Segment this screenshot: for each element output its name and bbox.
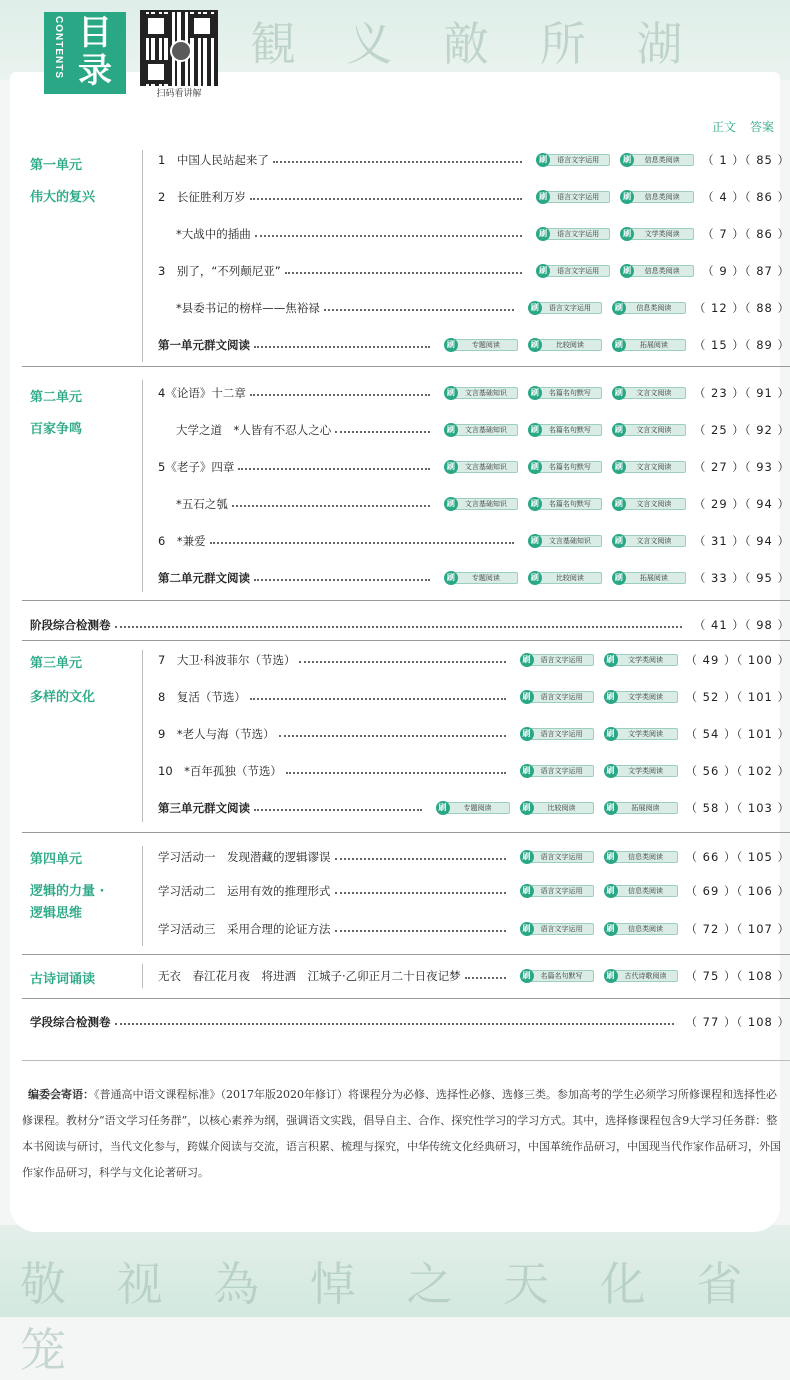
practice-tag-label: 名篇名句默写 — [536, 424, 602, 436]
practice-brush-icon: 刷 — [604, 690, 618, 704]
practice-brush-icon: 刷 — [604, 653, 618, 667]
unit-divider-line — [142, 380, 143, 592]
page-numbers: （ 41 ）（ 98 ） — [693, 618, 790, 632]
practice-tag-label: 名篇名句默写 — [536, 498, 602, 510]
toc-row[interactable] — [158, 882, 790, 900]
page-numbers: （ 15 ）（ 89 ） — [693, 338, 790, 352]
unit-title: 逻辑思维 — [30, 906, 83, 921]
practice-tag-label: 语言文字运用 — [544, 228, 610, 240]
practice-tag[interactable] — [612, 301, 686, 315]
practice-tag[interactable] — [444, 460, 518, 474]
dot-leader — [238, 468, 430, 470]
practice-tag[interactable] — [612, 423, 686, 437]
toc-row-title: 学习活动二 运用有效的推理形式 — [158, 884, 331, 898]
practice-tag-label: 比较阅读 — [536, 339, 602, 351]
practice-tag[interactable] — [436, 801, 510, 815]
practice-tag-label: 拓展阅读 — [612, 802, 678, 814]
unit-divider-line — [142, 650, 143, 822]
toc-row[interactable] — [30, 616, 790, 634]
practice-tag-label: 文言基础知识 — [452, 461, 518, 473]
practice-brush-icon: 刷 — [612, 386, 626, 400]
dot-leader — [250, 698, 506, 700]
practice-tag[interactable] — [536, 227, 610, 241]
practice-brush-icon: 刷 — [528, 571, 542, 585]
unit-label: 第三单元 — [30, 656, 83, 671]
practice-brush-icon: 刷 — [520, 801, 534, 815]
contents-title-en: CONTENTS — [53, 16, 64, 79]
practice-tag[interactable] — [528, 423, 602, 437]
practice-brush-icon: 刷 — [536, 264, 550, 278]
dot-leader — [115, 1023, 674, 1025]
practice-brush-icon: 刷 — [604, 969, 618, 983]
practice-brush-icon: 刷 — [612, 534, 626, 548]
practice-tag-label: 专题阅读 — [444, 802, 510, 814]
toc-row[interactable] — [158, 151, 790, 169]
practice-brush-icon: 刷 — [436, 801, 450, 815]
section-rule — [22, 600, 790, 601]
practice-tag-label: 文学类阅读 — [628, 228, 694, 240]
practice-tag-label: 拓展阅读 — [620, 339, 686, 351]
practice-brush-icon: 刷 — [604, 884, 618, 898]
practice-tag-label: 文言基础知识 — [536, 535, 602, 547]
practice-tag-label: 语言文字运用 — [544, 191, 610, 203]
practice-tag-label: 信息类阅读 — [612, 923, 678, 935]
dot-leader — [250, 198, 522, 200]
practice-tag[interactable] — [620, 153, 694, 167]
practice-brush-icon: 刷 — [528, 534, 542, 548]
unit-divider-line — [142, 150, 143, 362]
unit-divider-line — [142, 964, 143, 988]
practice-tag[interactable] — [604, 850, 678, 864]
editor-note — [22, 1082, 782, 1186]
practice-tag-label: 语言文字运用 — [528, 765, 594, 777]
practice-brush-icon: 刷 — [520, 727, 534, 741]
practice-brush-icon: 刷 — [612, 423, 626, 437]
page-numbers: （ 7 ）（ 86 ） — [702, 227, 790, 241]
unit-label: 第一单元 — [30, 158, 83, 173]
section-rule — [22, 954, 790, 955]
toc-row-title: 学习活动一 发现潜藏的逻辑谬误 — [158, 850, 331, 864]
practice-tag-label: 语言文字运用 — [528, 885, 594, 897]
practice-brush-icon: 刷 — [536, 153, 550, 167]
practice-brush-icon: 刷 — [444, 497, 458, 511]
practice-tag[interactable] — [612, 534, 686, 548]
toc-row-title: *五石之瓠 — [176, 497, 228, 511]
practice-brush-icon: 刷 — [620, 190, 634, 204]
practice-tag[interactable] — [520, 764, 594, 778]
practice-tag[interactable] — [528, 338, 602, 352]
practice-brush-icon: 刷 — [520, 653, 534, 667]
toc-row-title: 阶段综合检测卷 — [30, 618, 111, 632]
unit-label: 第四单元 — [30, 852, 83, 867]
toc-row[interactable] — [158, 299, 790, 317]
practice-tag[interactable] — [620, 264, 694, 278]
dot-leader — [273, 161, 522, 163]
unit-label: 古诗词诵读 — [30, 972, 96, 987]
practice-tag[interactable] — [528, 534, 602, 548]
page-numbers: （ 75 ）（ 108 ） — [685, 969, 790, 983]
practice-tag[interactable] — [604, 764, 678, 778]
practice-tag-label: 信息类阅读 — [628, 154, 694, 166]
section-rule — [22, 1060, 790, 1061]
unit-title: 百家争鸣 — [30, 422, 83, 437]
page-numbers: （ 9 ）（ 87 ） — [702, 264, 790, 278]
page-numbers: （ 23 ）（ 91 ） — [693, 386, 790, 400]
toc-row-title: 无衣 春江花月夜 将进酒 江城子·乙卯正月二十日夜记梦 — [158, 969, 461, 983]
page-numbers: （ 77 ）（ 108 ） — [685, 1015, 790, 1029]
practice-brush-icon: 刷 — [604, 801, 618, 815]
practice-tag[interactable] — [612, 386, 686, 400]
calligraphy-decor: 観 义 敵 所 湖 — [250, 17, 701, 71]
qr-label: 扫码看讲解 — [140, 86, 218, 99]
page-numbers: （ 31 ）（ 94 ） — [693, 534, 790, 548]
toc-row[interactable] — [158, 569, 790, 587]
toc-row[interactable] — [158, 848, 790, 866]
unit-title: 伟大的复兴 — [30, 190, 96, 205]
contents-title-cn: 目录 — [78, 13, 112, 91]
practice-brush-icon: 刷 — [604, 850, 618, 864]
toc-row-title: 第一单元群文阅读 — [158, 338, 250, 352]
practice-tag-label: 语言文字运用 — [544, 154, 610, 166]
dot-leader — [254, 346, 430, 348]
toc-row-title: 7 大卫·科波菲尔（节选） — [158, 653, 296, 667]
practice-tag-label: 文言文阅读 — [620, 498, 686, 510]
dot-leader — [254, 809, 422, 811]
practice-brush-icon: 刷 — [604, 727, 618, 741]
unit-title: 逻辑的力量 · — [30, 884, 105, 899]
toc-row[interactable] — [158, 967, 790, 985]
practice-tag-label: 名篇名句默写 — [536, 387, 602, 399]
dot-leader — [115, 626, 682, 628]
page-numbers: （ 52 ）（ 101 ） — [685, 690, 790, 704]
practice-brush-icon: 刷 — [612, 460, 626, 474]
practice-tag[interactable] — [520, 922, 594, 936]
practice-brush-icon: 刷 — [520, 922, 534, 936]
practice-brush-icon: 刷 — [528, 386, 542, 400]
practice-tag-label: 信息类阅读 — [612, 885, 678, 897]
toc-row[interactable] — [158, 262, 790, 280]
unit-label: 第二单元 — [30, 390, 83, 405]
practice-tag[interactable] — [444, 497, 518, 511]
column-headers — [698, 118, 774, 135]
practice-tag-label: 语言文字运用 — [544, 265, 610, 277]
practice-brush-icon: 刷 — [444, 386, 458, 400]
practice-brush-icon: 刷 — [528, 338, 542, 352]
page-numbers: （ 1 ）（ 85 ） — [702, 153, 790, 167]
practice-tag-label: 语言文字运用 — [528, 728, 594, 740]
unit-divider-line — [142, 846, 143, 946]
toc-row-title: 5《老子》四章 — [158, 460, 235, 474]
practice-brush-icon: 刷 — [444, 571, 458, 585]
page-numbers: （ 27 ）（ 93 ） — [693, 460, 790, 474]
practice-brush-icon: 刷 — [528, 460, 542, 474]
practice-tag[interactable] — [604, 690, 678, 704]
practice-tag-label: 语言文字运用 — [536, 302, 602, 314]
dot-leader — [279, 735, 506, 737]
practice-tag-label: 比较阅读 — [536, 572, 602, 584]
calligraphy-decor: 敬 视 為 悼 之 天 化 省 笼 — [20, 1257, 761, 1377]
practice-tag[interactable] — [604, 969, 678, 983]
page-numbers: （ 56 ）（ 102 ） — [685, 764, 790, 778]
practice-tag-label: 信息类阅读 — [628, 265, 694, 277]
practice-tag[interactable] — [520, 690, 594, 704]
page-numbers: （ 33 ）（ 95 ） — [693, 571, 790, 585]
toc-row[interactable] — [158, 725, 790, 743]
page-numbers: （ 4 ）（ 86 ） — [702, 190, 790, 204]
section-rule — [22, 998, 790, 999]
toc-row-title: 学习活动三 采用合理的论证方法 — [158, 922, 331, 936]
dot-leader — [286, 772, 506, 774]
practice-tag[interactable] — [520, 801, 594, 815]
practice-tag-label: 文言基础知识 — [452, 424, 518, 436]
toc-row[interactable] — [30, 1013, 790, 1031]
dot-leader — [335, 930, 506, 932]
toc-row-title: 学段综合检测卷 — [30, 1015, 111, 1029]
practice-brush-icon: 刷 — [620, 153, 634, 167]
practice-tag-label: 语言文字运用 — [528, 923, 594, 935]
toc-row[interactable] — [158, 421, 790, 439]
practice-tag-label: 文言文阅读 — [620, 461, 686, 473]
dot-leader — [324, 309, 514, 311]
page-numbers: （ 25 ）（ 92 ） — [693, 423, 790, 437]
practice-tag[interactable] — [520, 884, 594, 898]
practice-brush-icon: 刷 — [520, 884, 534, 898]
toc-row[interactable] — [158, 799, 790, 817]
toc-row-title: 8 复活（节选） — [158, 690, 246, 704]
contents-title-badge — [44, 12, 126, 94]
dot-leader — [232, 505, 430, 507]
dot-leader — [250, 394, 430, 396]
practice-brush-icon: 刷 — [520, 764, 534, 778]
col-main-text: 正文 — [711, 120, 736, 134]
practice-tag[interactable] — [612, 571, 686, 585]
page-numbers: （ 49 ）（ 100 ） — [685, 653, 790, 667]
editor-note-label: 编委会寄语： — [28, 1088, 94, 1101]
practice-tag[interactable] — [612, 338, 686, 352]
dot-leader — [299, 661, 505, 663]
dot-leader — [335, 858, 506, 860]
practice-tag-label: 语言文字运用 — [528, 654, 594, 666]
practice-brush-icon: 刷 — [612, 497, 626, 511]
practice-tag[interactable] — [604, 884, 678, 898]
practice-tag-label: 拓展阅读 — [620, 572, 686, 584]
dot-leader — [335, 431, 430, 433]
toc-row[interactable] — [158, 495, 790, 513]
practice-tag[interactable] — [528, 571, 602, 585]
dot-leader — [255, 235, 522, 237]
practice-brush-icon: 刷 — [620, 264, 634, 278]
qr-code-icon[interactable] — [140, 10, 218, 88]
practice-tag[interactable] — [612, 497, 686, 511]
practice-brush-icon: 刷 — [620, 227, 634, 241]
dot-leader — [254, 579, 430, 581]
page-numbers: （ 12 ）（ 88 ） — [693, 301, 790, 315]
dot-leader — [335, 892, 506, 894]
toc-row-title: 1 中国人民站起来了 — [158, 153, 269, 167]
page-numbers: （ 29 ）（ 94 ） — [693, 497, 790, 511]
section-rule — [22, 832, 790, 833]
col-answer: 答案 — [749, 120, 774, 134]
practice-tag[interactable] — [520, 653, 594, 667]
practice-tag[interactable] — [528, 386, 602, 400]
practice-tag[interactable] — [520, 850, 594, 864]
toc-row[interactable] — [158, 920, 790, 938]
toc-row-title: 2 长征胜利万岁 — [158, 190, 246, 204]
practice-tag[interactable] — [520, 727, 594, 741]
practice-tag[interactable] — [520, 969, 594, 983]
section-rule — [22, 640, 790, 641]
practice-brush-icon: 刷 — [604, 922, 618, 936]
practice-brush-icon: 刷 — [444, 338, 458, 352]
practice-tag-label: 文学类阅读 — [612, 691, 678, 703]
practice-tag-label: 信息类阅读 — [628, 191, 694, 203]
practice-brush-icon: 刷 — [444, 460, 458, 474]
toc-row[interactable] — [158, 651, 790, 669]
toc-row-title: 10 *百年孤独（节选） — [158, 764, 282, 778]
practice-tag[interactable] — [444, 571, 518, 585]
unit-title: 多样的文化 — [30, 690, 96, 705]
practice-brush-icon: 刷 — [528, 423, 542, 437]
practice-brush-icon: 刷 — [520, 690, 534, 704]
practice-tag-label: 专题阅读 — [452, 572, 518, 584]
toc-row-title: 第二单元群文阅读 — [158, 571, 250, 585]
toc-row-title: 3 别了，“不列颠尼亚” — [158, 264, 281, 278]
practice-tag-label: 文言基础知识 — [452, 387, 518, 399]
page-numbers: （ 72 ）（ 107 ） — [685, 922, 790, 936]
practice-tag[interactable] — [444, 386, 518, 400]
toc-row[interactable] — [158, 188, 790, 206]
practice-brush-icon: 刷 — [528, 497, 542, 511]
practice-tag[interactable] — [528, 460, 602, 474]
practice-brush-icon: 刷 — [612, 301, 626, 315]
practice-brush-icon: 刷 — [612, 338, 626, 352]
toc-row[interactable] — [158, 336, 790, 354]
dot-leader — [210, 542, 514, 544]
practice-tag-label: 文言文阅读 — [620, 424, 686, 436]
dot-leader — [285, 272, 522, 274]
page-numbers: （ 58 ）（ 103 ） — [685, 801, 790, 815]
toc-row[interactable] — [158, 688, 790, 706]
practice-tag[interactable] — [528, 301, 602, 315]
toc-row-title: 第三单元群文阅读 — [158, 801, 250, 815]
practice-tag[interactable] — [620, 227, 694, 241]
practice-brush-icon: 刷 — [520, 850, 534, 864]
practice-tag-label: 语言文字运用 — [528, 851, 594, 863]
toc-row[interactable] — [158, 458, 790, 476]
practice-tag[interactable] — [528, 497, 602, 511]
practice-tag[interactable] — [620, 190, 694, 204]
practice-tag[interactable] — [604, 801, 678, 815]
practice-tag[interactable] — [604, 727, 678, 741]
practice-tag-label: 文学类阅读 — [612, 765, 678, 777]
page-numbers: （ 54 ）（ 101 ） — [685, 727, 790, 741]
practice-brush-icon: 刷 — [528, 301, 542, 315]
section-rule — [22, 366, 790, 367]
toc-row[interactable] — [158, 225, 790, 243]
practice-tag[interactable] — [604, 653, 678, 667]
practice-tag-label: 信息类阅读 — [620, 302, 686, 314]
practice-tag-label: 名篇名句默写 — [528, 970, 594, 982]
toc-row-title: 9 *老人与海（节选） — [158, 727, 275, 741]
practice-tag-label: 古代诗歌阅读 — [612, 970, 678, 982]
page-numbers: （ 66 ）（ 105 ） — [685, 850, 790, 864]
practice-tag-label: 文言文阅读 — [620, 387, 686, 399]
toc-row-title: *县委书记的榜样——焦裕禄 — [176, 301, 320, 315]
practice-tag[interactable] — [444, 338, 518, 352]
practice-brush-icon: 刷 — [604, 764, 618, 778]
practice-tag[interactable] — [536, 264, 610, 278]
page-numbers: （ 69 ）（ 106 ） — [685, 884, 790, 898]
toc-row-title: 6 *兼爱 — [158, 534, 206, 548]
practice-brush-icon: 刷 — [536, 227, 550, 241]
toc-row-title: 大学之道 *人皆有不忍人之心 — [176, 423, 332, 437]
practice-tag[interactable] — [444, 423, 518, 437]
dot-leader — [465, 977, 506, 979]
toc-row[interactable] — [158, 762, 790, 780]
practice-brush-icon: 刷 — [444, 423, 458, 437]
practice-tag[interactable] — [536, 190, 610, 204]
practice-tag-label: 语言文字运用 — [528, 691, 594, 703]
practice-tag-label: 文学类阅读 — [612, 654, 678, 666]
practice-tag[interactable] — [536, 153, 610, 167]
toc-row[interactable] — [158, 384, 790, 402]
practice-tag-label: 专题阅读 — [452, 339, 518, 351]
toc-row[interactable] — [158, 532, 790, 550]
toc-row-title: 4《论语》十二章 — [158, 386, 246, 400]
practice-brush-icon: 刷 — [520, 969, 534, 983]
editor-note-text: 《普通高中语文课程标准》（2017年版2020年修订）将课程分为必修、选择性必修、选修三类。参加高考的学生必须学习所修课程和选择性必修课程。教材分“语文学习任务群”，以核心素养为纲，强调语文实践，倡导自主、合作、探究性学习的学习方式。其中，选择修课程包含9大学习任务群：整本书阅读与研讨，当代文化参与，跨媒介阅读与交流，语言积累、梳理与探究，中华传统文化经典研习，中国革统作品研习，中国现当代作家作品研习，外国作家作品研习，科学与文化论著研习。 — [22, 1088, 781, 1179]
practice-tag-label: 信息类阅读 — [612, 851, 678, 863]
practice-tag-label: 比较阅读 — [528, 802, 594, 814]
practice-tag-label: 名篇名句默写 — [536, 461, 602, 473]
practice-tag[interactable] — [612, 460, 686, 474]
practice-brush-icon: 刷 — [612, 571, 626, 585]
practice-tag-label: 文言文阅读 — [620, 535, 686, 547]
toc-row-title: *大战中的插曲 — [176, 227, 251, 241]
practice-tag-label: 文学类阅读 — [612, 728, 678, 740]
practice-tag[interactable] — [604, 922, 678, 936]
practice-brush-icon: 刷 — [536, 190, 550, 204]
practice-tag-label: 文言基础知识 — [452, 498, 518, 510]
